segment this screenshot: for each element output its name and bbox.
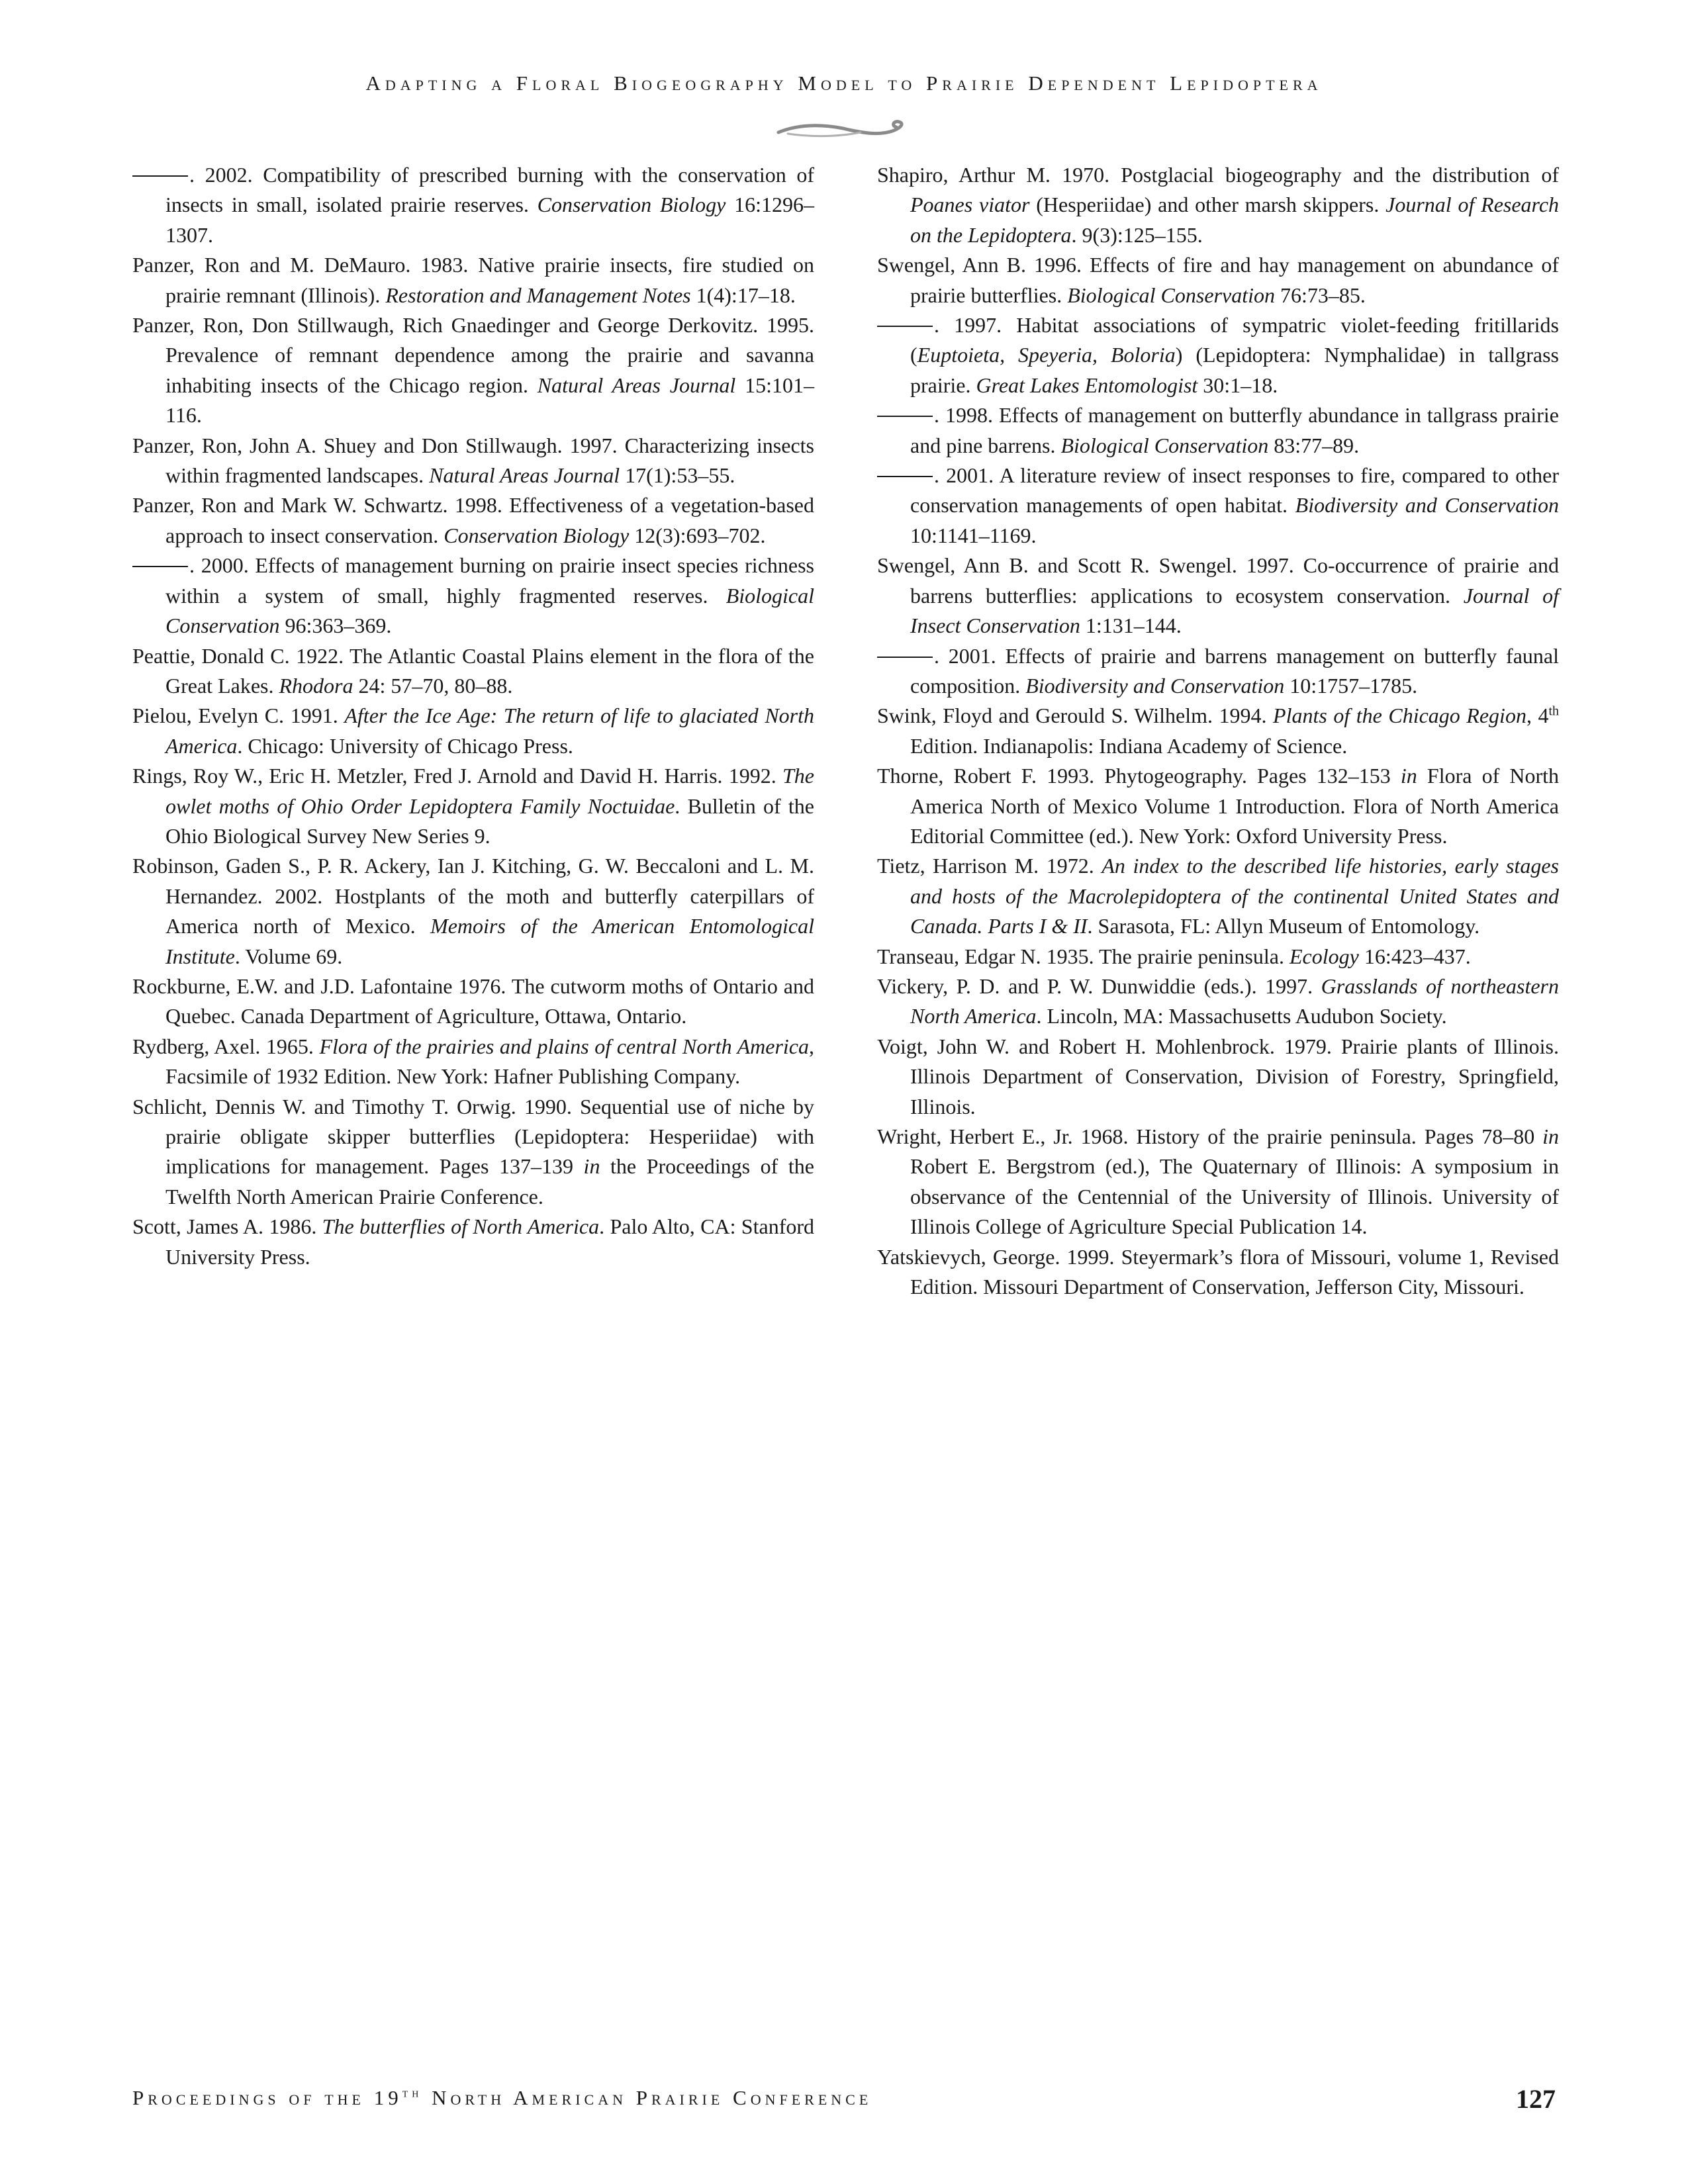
repeat-author-dash <box>877 326 933 327</box>
reference-entry: Rockburne, E.W. and J.D. Lafontaine 1976. The cutworm moths of Ontario and Quebec. Canada Department of Agriculture, Ottawa, Ontario. <box>132 974 814 1028</box>
reference-entry: Pielou, Evelyn C. 1991. After the Ice Age: The return of life to glaciated North America. Chicago: University of Chicago Press. <box>132 704 815 758</box>
repeat-author-dash <box>132 566 188 567</box>
reference-entry: Rings, Roy W., Eric H. Metzler, Fred J. Arnold and David H. Harris. 1992. The owlet moths of Ohio Order Lepidoptera Family Noctuidae. Bulletin of the Ohio Biological Survey New Series 9. <box>132 764 815 848</box>
reference-entry: Scott, James A. 1986. The butterflies of North America. Palo Alto, CA: Stanford University Press. <box>132 1214 814 1269</box>
reference-entry: Panzer, Ron, John A. Shuey and Don Stillwaugh. 1997. Characterizing insects within fragmented landscapes. Natural Areas Journal 17(1):53–55. <box>132 433 814 488</box>
reference-entry: Swengel, Ann B. 1996. Effects of fire and hay management on abundance of prairie butterflies. Biological Conservation 76:73–85. <box>877 253 1559 307</box>
reference-entry: Tietz, Harrison M. 1972. An index to the described life histories, early stages and hosts of the Macrolepidoptera of the continental United States and Canada. Parts I & II. Sarasota, FL: Allyn Museum of Entomology. <box>877 854 1560 938</box>
page-number: 127 <box>1516 2084 1556 2114</box>
reference-entry: Robinson, Gaden S., P. R. Ackery, Ian J. Kitching, G. W. Beccaloni and L. M. Hernandez. 2002. Hostplants of the moth and butterfly caterpillars of America north of Mexico. Memoirs of the American Entomological Institute. Volume 69. <box>132 854 815 968</box>
reference-entry: Transeau, Edgar N. 1935. The prairie peninsula. Ecology 16:423–437. <box>877 944 1471 968</box>
reference-entry: Wright, Herbert E., Jr. 1968. History of the prairie peninsula. Pages 78–80 in Robert E. Bergstrom (ed.), The Quaternary of Illinois: A symposium in observance of the Centennial of the University of Illinois. University of Illinois College of Agriculture Special Publication 14. <box>877 1124 1559 1239</box>
repeat-author-dash <box>877 476 933 477</box>
reference-entry: Schlicht, Dennis W. and Timothy T. Orwig. 1990. Sequential use of niche by prairie obligate skipper butterflies (Lepidoptera: Hesperiidae) with implications for management. Pages 137–139 in the Proceedings of the Twelfth North American Prairie Conference. <box>132 1094 814 1208</box>
reference-entry: Panzer, Ron and Mark W. Schwartz. 1998. Effectiveness of a vegetation-based approach to insect conservation. Conservation Biology 12(3):693–702. <box>132 493 814 547</box>
reference-entry: Yatskievych, George. 1999. Steyermark’s flora of Missouri, volume 1, Revised Edition. Missouri Department of Conservation, Jefferson City, Missouri. <box>877 1244 1559 1299</box>
reference-entry: Panzer, Ron and M. DeMauro. 1983. Native prairie insects, fire studied on prairie remnant (Illinois). Restoration and Management Notes 1(4):17–18. <box>132 253 814 307</box>
reference-entry: . 1997. Habitat associations of sympatric violet-feeding fritillarids (Euptoieta, Speyeria, Boloria) (Lepidoptera: Nymphalidae) in tallgrass prairie. Great Lakes Entomologist 30:1–18. <box>877 310 1559 400</box>
repeat-author-dash <box>877 416 933 417</box>
reference-entry: . 1998. Effects of management on butterfly abundance in tallgrass prairie and pine barrens. Biological Conservation 83:77–89. <box>877 400 1559 461</box>
page-footer <box>132 2083 1556 2116</box>
footer-running-title: Proceedings of the 19th North American Prairie Conference <box>132 2085 872 2109</box>
references-right-column <box>877 160 1559 1302</box>
reference-entry: . 2000. Effects of management burning on prairie insect species richness within a system of small, highly fragmented reserves. Biological Conservation 96:363–369. <box>132 551 814 641</box>
repeat-author-dash <box>877 657 933 658</box>
reference-entry: Panzer, Ron, Don Stillwaugh, Rich Gnaedinger and George Derkovitz. 1995. Prevalence of remnant dependence among the prairie and savanna inhabiting insects of the Chicago region. Natural Areas Journal 15:101–116. <box>132 313 815 428</box>
references-left-column <box>132 160 814 1272</box>
reference-entry: Rydberg, Axel. 1965. Flora of the prairies and plains of central North America, Facsimile of 1932 Edition. New York: Hafner Publishing Company. <box>132 1034 815 1089</box>
running-header: Adapting a Floral Biogeography Model to Prairie Dependent Lepidoptera <box>365 71 1323 95</box>
reference-entry: Thorne, Robert F. 1993. Phytogeography. Pages 132–153 in Flora of North America North of Mexico Volume 1 Introduction. Flora of North America Editorial Committee (ed.). New York: Oxford University Press. <box>877 764 1560 848</box>
reference-entry: Peattie, Donald C. 1922. The Atlantic Coastal Plains element in the flora of the Great Lakes. Rhodora 24: 57–70, 80–88. <box>132 643 814 698</box>
reference-entry: . 2001. A literature review of insect responses to fire, compared to other conservation managements of open habitat. Biodiversity and Conservation 10:1141–1169. <box>877 461 1559 551</box>
reference-entry: Vickery, P. D. and P. W. Dunwiddie (eds.). 1997. Grasslands of northeastern North America. Lincoln, MA: Massachusetts Audubon Society. <box>877 974 1559 1028</box>
reference-entry: . 2001. Effects of prairie and barrens management on butterfly faunal composition. Biodiversity and Conservation 10:1757–1785. <box>877 641 1559 702</box>
reference-entry: . 2002. Compatibility of prescribed burning with the conservation of insects in small, isolated prairie reserves. Conservation Biology 16:1296–1307. <box>132 160 814 250</box>
reference-entry: Swengel, Ann B. and Scott R. Swengel. 1997. Co-occurrence of prairie and barrens butterflies: applications to ecosystem conservation. Journal of Insect Conservation 1:131–144. <box>877 553 1560 638</box>
reference-entry: Shapiro, Arthur M. 1970. Postglacial biogeography and the distribution of Poanes viator (Hesperiidae) and other marsh skippers. Journal of Research on the Lepidoptera. 9(3):125–155. <box>877 163 1560 247</box>
reference-entry: Swink, Floyd and Gerould S. Wilhelm. 1994. Plants of the Chicago Region, 4th Edition. Indianapolis: Indiana Academy of Science. <box>877 704 1560 758</box>
reference-entry: Voigt, John W. and Robert H. Mohlenbrock. 1979. Prairie plants of Illinois. Illinois Department of Conservation, Division of Forestry, Springfield, Illinois. <box>877 1034 1559 1118</box>
flourish-ornament-icon <box>774 118 914 142</box>
repeat-author-dash <box>132 175 188 177</box>
